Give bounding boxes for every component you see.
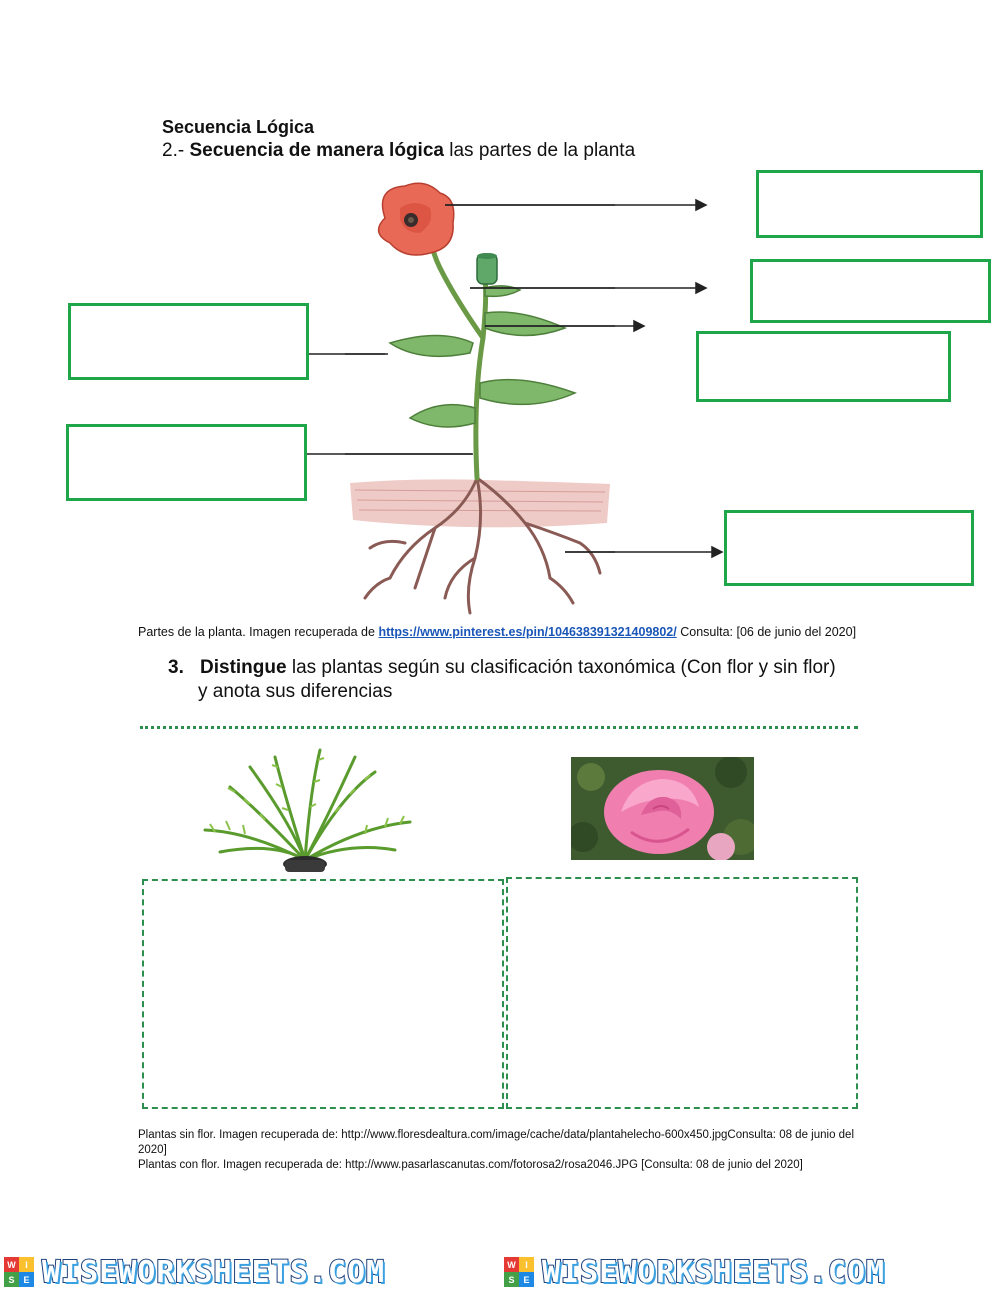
answer-input-upper-stem[interactable]: [699, 334, 948, 399]
footer-watermark: [0, 1253, 1000, 1291]
rose-bloom: [604, 770, 714, 854]
image-credit-plant: [138, 625, 858, 640]
answer-area-plants-without-flower[interactable]: [142, 879, 504, 1109]
q3-number: 3.: [168, 657, 184, 678]
answer-textarea-without-flower[interactable]: [144, 881, 502, 1107]
answer-input-flower[interactable]: [759, 173, 980, 235]
divider-left: [140, 726, 502, 729]
q3-bold: Distingue: [200, 657, 287, 678]
question-3: [168, 656, 868, 704]
brand-text: WISEWORKSHEETS.COM: [542, 1254, 886, 1290]
answer-textarea-with-flower[interactable]: [508, 879, 856, 1107]
answer-box-leaf[interactable]: [68, 303, 309, 380]
answer-area-plants-with-flower[interactable]: [506, 877, 858, 1109]
caption1-suffix: Consulta: [06 de junio del 2020]: [676, 625, 857, 639]
answer-input-leaf[interactable]: [71, 306, 306, 377]
answer-input-capsule[interactable]: [753, 262, 988, 320]
q3-rest: las plantas según su clasificación taxonómica (Con flor y sin flor): [286, 657, 836, 678]
answer-box-flower[interactable]: [756, 170, 983, 238]
caption2-line2b: [Consulta: 08 de junio del 2020]: [637, 1159, 803, 1171]
q3-line2: y anota sus diferencias: [198, 681, 393, 702]
caption2-line2a: Plantas con flor. Imagen recuperada de: http://www.pasarlascanutas.com/fotorosa2/rosa2046.JPG: [138, 1159, 638, 1171]
answer-input-stem[interactable]: [69, 427, 304, 498]
caption2-line1a: Plantas sin flor. Imagen recuperada de: http://www.floresdealtura.com/image/cache/data/plantahelecho-600x450.jpg: [138, 1129, 728, 1141]
answer-box-capsule[interactable]: [750, 259, 991, 323]
answer-box-root[interactable]: [724, 510, 974, 586]
section-title: Secuencia Lógica: [162, 117, 315, 137]
caption2-line1b: Consulta: 08 de junio del 2020]: [138, 1129, 855, 1156]
caption1-prefix: Partes de la planta. Imagen recuperada de: [138, 625, 379, 639]
q2-rest: las partes de la planta: [443, 140, 636, 161]
brand-cube-icon: W I S E: [504, 1257, 534, 1287]
brand-text: WISEWORKSHEETS.COM: [42, 1254, 386, 1290]
answer-input-root[interactable]: [727, 513, 971, 583]
q2-prefix: 2.-: [162, 140, 190, 161]
brand-logo-1: [4, 1253, 385, 1291]
pinterest-link[interactable]: https://www.pinterest.es/pin/104638391321409802/: [378, 625, 677, 639]
brand-logo-2: [504, 1253, 885, 1291]
brand-cube-icon: W I S E: [4, 1257, 34, 1287]
fern-picture: [190, 742, 420, 877]
divider-right: [504, 726, 858, 729]
answer-box-upper-stem[interactable]: [696, 331, 951, 402]
q2-bold: Secuencia de manera lógica: [189, 140, 444, 161]
rose-picture: [571, 757, 754, 860]
image-credit-ferns-roses: [138, 1128, 858, 1173]
answer-box-stem[interactable]: [66, 424, 307, 501]
